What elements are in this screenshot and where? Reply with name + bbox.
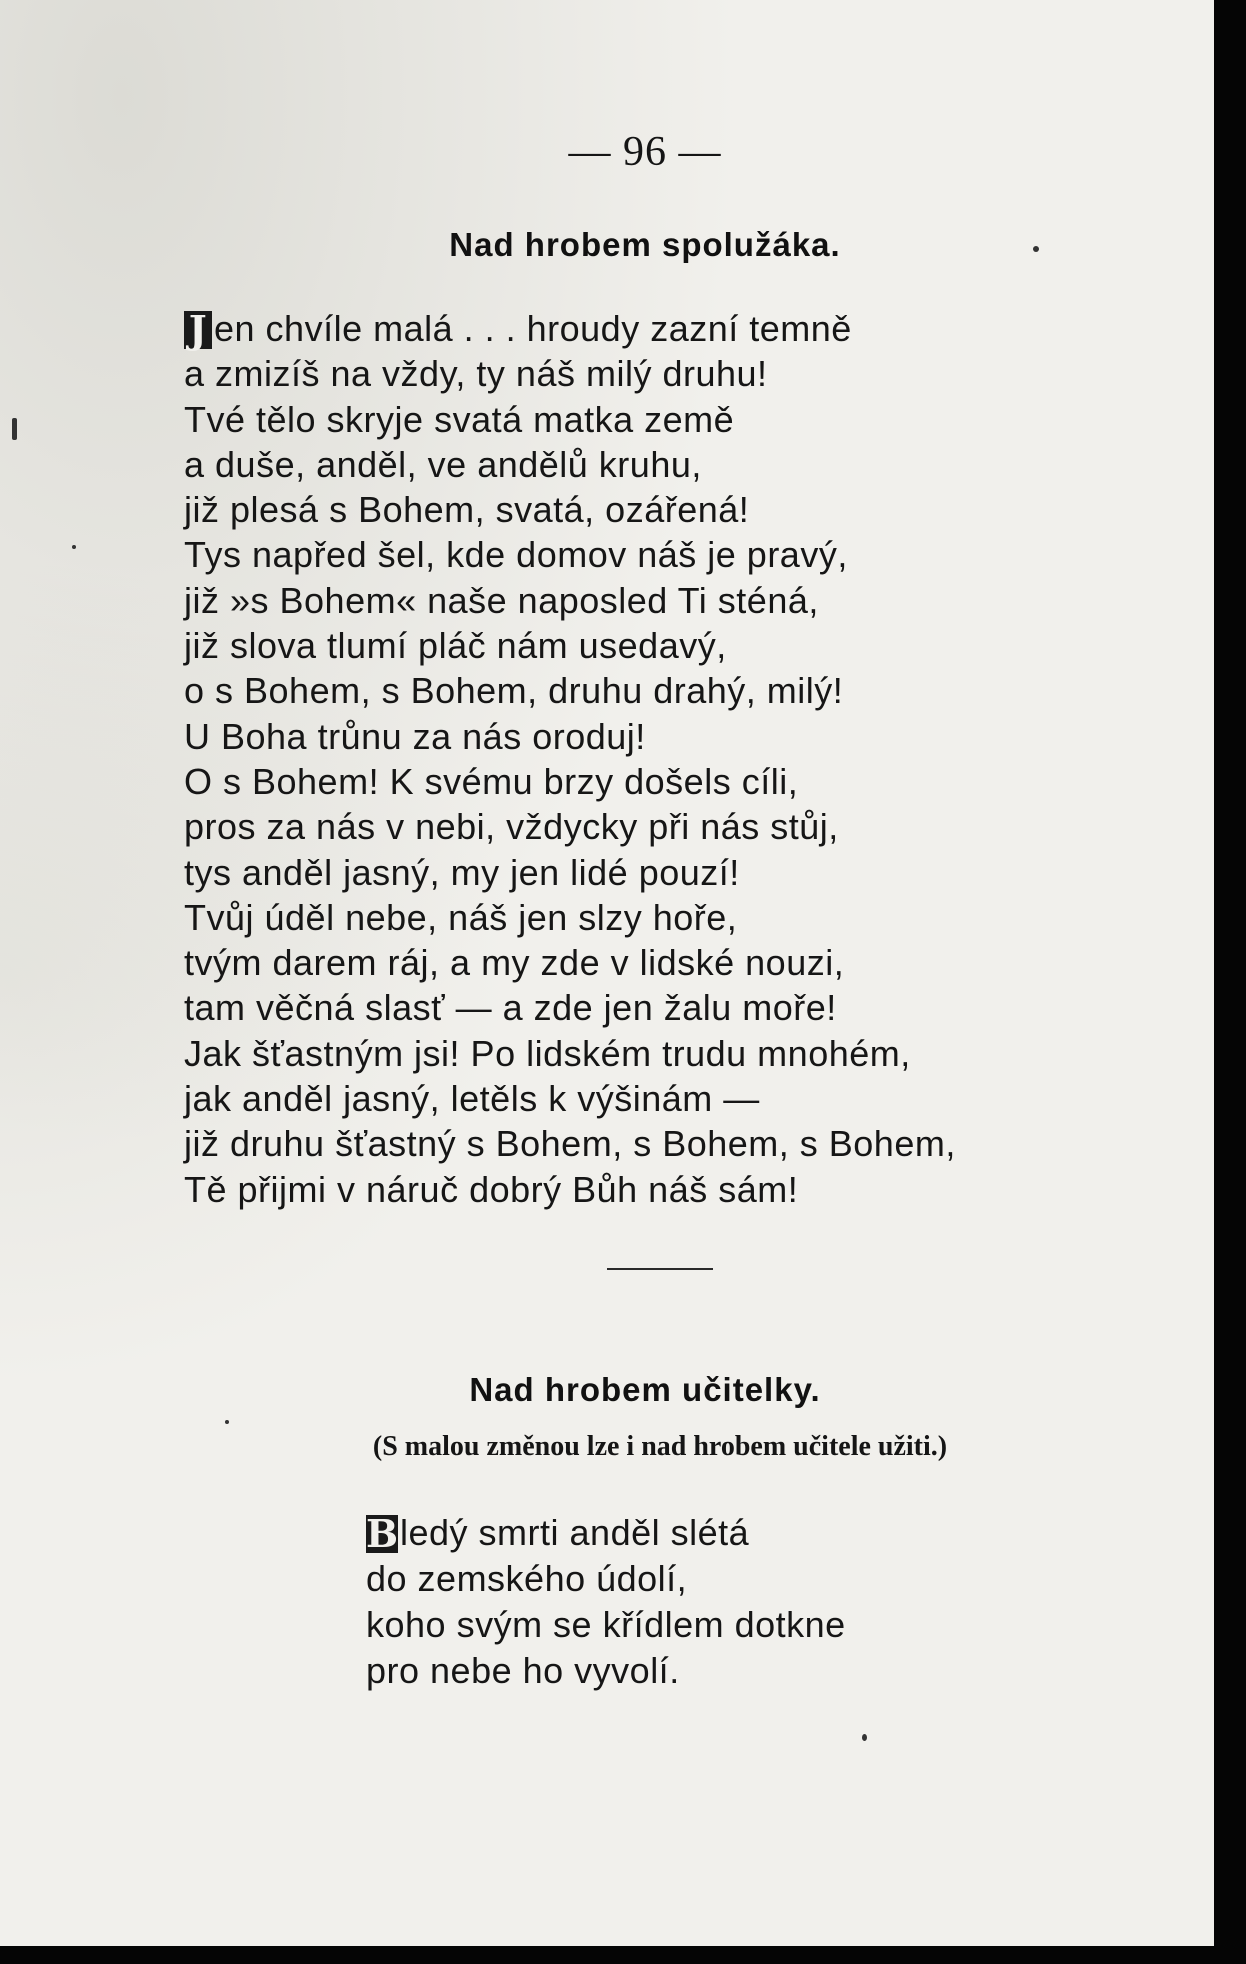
poem-line: Jak šťastným jsi! Po lidském trudu mnohém,: [184, 1032, 911, 1074]
print-speck: [72, 545, 76, 549]
dropcap-j: J: [184, 311, 212, 349]
first-line-text: ledý smrti anděl slétá: [400, 1512, 750, 1553]
poem-title-2: Nad hrobem učitelky.: [469, 1371, 821, 1408]
poem-line: U Boha trůnu za nás oroduj!: [184, 715, 646, 757]
poem-line: o s Bohem, s Bohem, druhu drahý, milý!: [184, 670, 844, 712]
print-speck: [12, 418, 17, 440]
poem-line: pros za nás v nebi, vždycky při nás stůj,: [184, 806, 839, 848]
poem-line: koho svým se křídlem dotkne: [366, 1604, 846, 1645]
poem-line: Tys napřed šel, kde domov náš je pravý,: [184, 534, 848, 576]
poem-line: již plesá s Bohem, svatá, ozářená!: [184, 489, 750, 531]
poem-line: již slova tlumí pláč nám usedavý,: [184, 625, 727, 667]
poem-line: O s Bohem! K svému brzy došels cíli,: [184, 760, 799, 802]
first-line-text: en chvíle malá . . . hroudy zazní temně: [214, 308, 852, 349]
poem-line: Tvůj úděl nebe, náš jen slzy hoře,: [184, 896, 738, 938]
print-speck: [1033, 246, 1039, 252]
poem-line: pro nebe ho vyvolí.: [366, 1650, 680, 1691]
poem-line: tys anděl jasný, my jen lidé pouzí!: [184, 851, 740, 893]
section-separator: [607, 1268, 713, 1270]
poem-title-1: Nad hrobem spolužáka.: [449, 226, 841, 263]
print-speck: [225, 1420, 229, 1424]
scan-edge-bottom: [0, 1946, 1246, 1964]
poem-line: jak anděl jasný, letěls k výšinám —: [184, 1078, 760, 1120]
page-number: — 96 —: [568, 129, 722, 175]
poem-line: již druhu šťastný s Bohem, s Bohem, s Bohem,: [184, 1123, 956, 1165]
poem-1: [184, 306, 956, 1212]
poem-2: [366, 1510, 846, 1694]
poem-subtitle-2: (S malou změnou lze i nad hrobem učitele užiti.): [372, 1431, 948, 1462]
poem-2-first-line: [366, 1510, 846, 1556]
poem-line: tvým darem ráj, a my zde v lidské nouzi,: [184, 942, 845, 984]
poem-1-first-line: [184, 306, 956, 351]
poem-line: již »s Bohem« naše naposled Ti sténá,: [184, 579, 819, 621]
poem-line: a duše, anděl, ve andělů kruhu,: [184, 443, 702, 485]
poem-line: Tě přijmi v náruč dobrý Bůh náš sám!: [184, 1168, 799, 1210]
dropcap-b: B: [366, 1511, 399, 1556]
poem-line: tam věčná slasť — a zde jen žalu moře!: [184, 987, 837, 1029]
scan-edge-right: [1214, 0, 1246, 1964]
print-speck: [862, 1734, 867, 1741]
poem-line: Tvé tělo skryje svatá matka země: [184, 398, 735, 440]
poem-line: a zmizíš na vždy, ty náš milý druhu!: [184, 353, 768, 395]
poem-line: do zemského údolí,: [366, 1558, 688, 1599]
